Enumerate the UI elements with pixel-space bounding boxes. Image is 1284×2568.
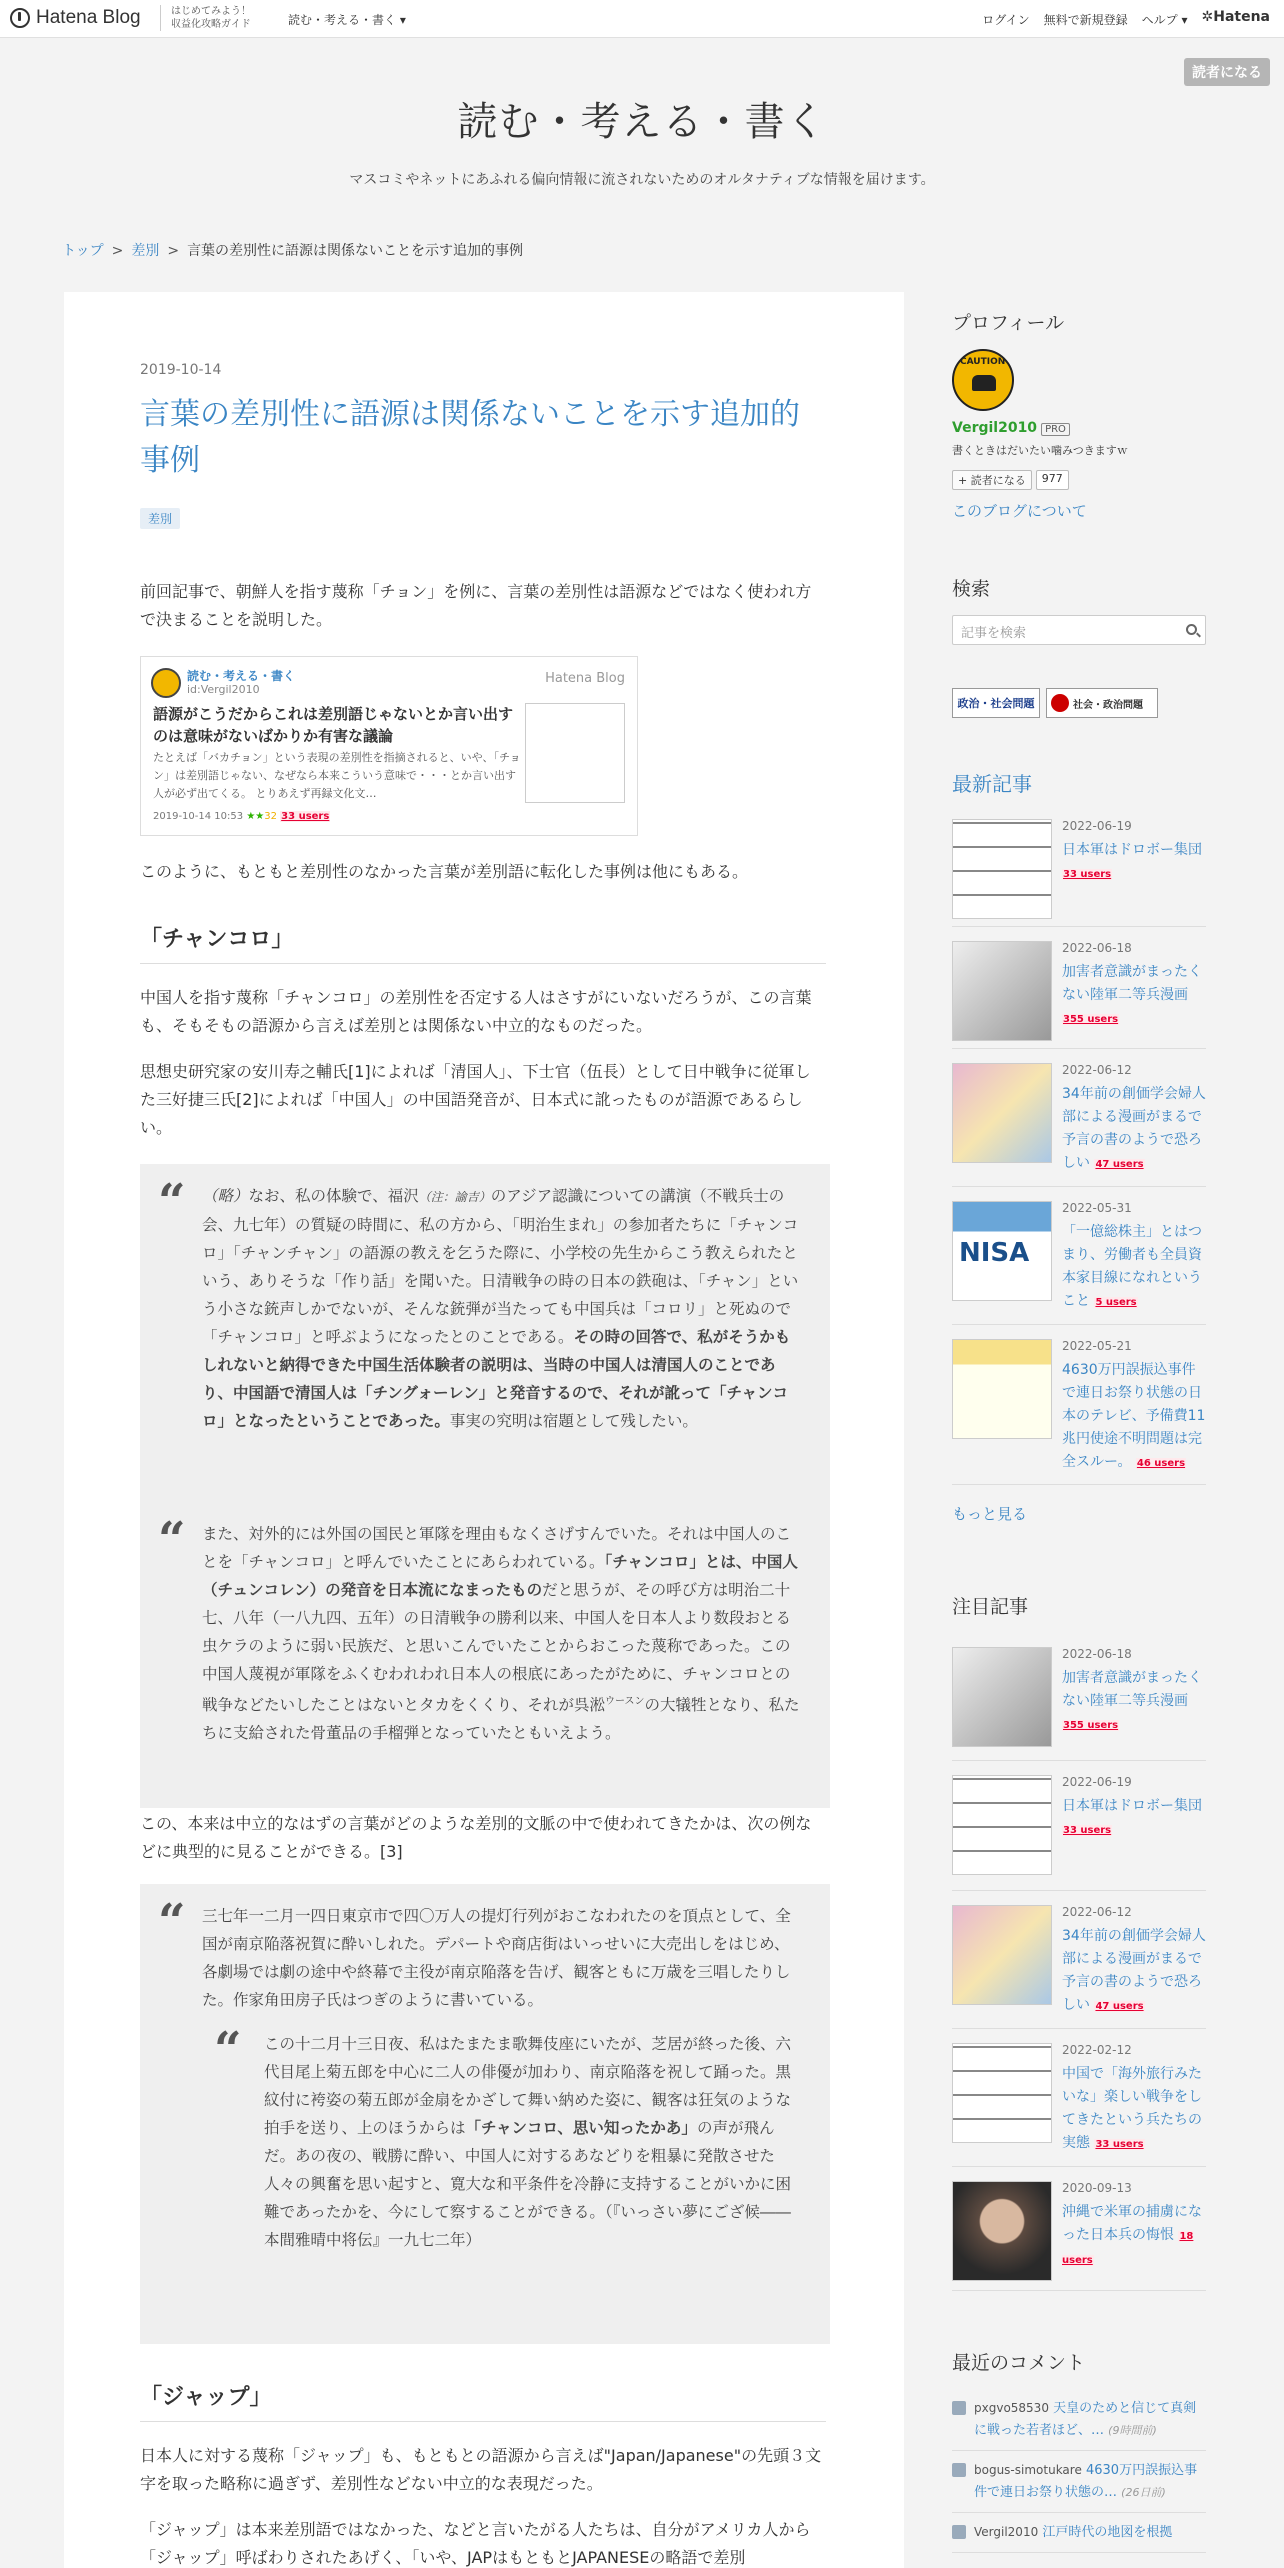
pro-badge: PRO xyxy=(1041,423,1070,436)
blog-title-area xyxy=(0,90,1284,189)
nested-blockquote xyxy=(202,2022,800,2254)
embed-thumbnail xyxy=(525,703,625,803)
blockquote-1 xyxy=(140,1164,830,1536)
help-menu[interactable]: ヘルプ ▾ xyxy=(1141,13,1188,27)
subscribe-small-button[interactable]: + 読者になる xyxy=(952,470,1032,490)
subscribe-widget[interactable] xyxy=(952,470,1069,490)
article-thumbnail[interactable] xyxy=(952,1905,1052,2005)
popular-articles-module xyxy=(952,1592,1206,2291)
signup-link[interactable]: 無料で新規登録 xyxy=(1043,13,1128,27)
embed-hatena-brand: Hatena Blog xyxy=(545,671,625,686)
entry-date[interactable]: 2019-10-14 xyxy=(140,362,222,378)
subscriber-count: 977 xyxy=(1036,470,1069,490)
popular-article[interactable]: 2022-06-18 加害者意識がまったくない陸軍二等兵漫画 355 users xyxy=(952,1633,1206,1761)
logo-text: Hatena Blog xyxy=(36,7,141,28)
latest-article[interactable]: 2022-06-19 日本軍はドロボー集団 33 users xyxy=(952,805,1206,927)
latest-article[interactable]: 2022-06-12 34年前の創価学会婦人部による漫画がまるで予言の書のようで恐ろしい 47 users xyxy=(952,1049,1206,1187)
embed-title[interactable]: 語源がこうだからこれは差別語じゃないとか言い出すのは意味がないばかりか有害な議論 xyxy=(153,705,514,745)
embed-user-id: id:Vergil2010 xyxy=(187,683,260,696)
popular-article[interactable]: 2022-06-19 日本軍はドロボー集団 33 users xyxy=(952,1761,1206,1891)
blockquote-2 xyxy=(140,1502,830,1808)
profile-description: 書くときはだいたい噛みつきますｗ xyxy=(952,444,1128,457)
star-count: 32 xyxy=(264,811,277,822)
guide-line2: 収益化攻略ガイド xyxy=(171,19,251,30)
recent-comments-module xyxy=(952,2348,1206,2553)
ranking-badge-politics[interactable]: 政治・社会問題 xyxy=(952,688,1040,718)
subscribe-button[interactable]: 読者になる xyxy=(1184,58,1270,86)
latest-articles-module xyxy=(952,768,1206,1524)
breadcrumb xyxy=(62,240,523,260)
more-link[interactable]: もっと見る xyxy=(952,1505,1028,1523)
comment-item: Vergil2010 江戸時代の地図を根拠 xyxy=(952,2513,1206,2553)
ranking-badges xyxy=(952,688,1206,718)
article-thumbnail[interactable] xyxy=(952,941,1052,1041)
bookmark-users[interactable]: 33 users xyxy=(281,811,330,822)
paragraph-7: 「ジャップ」は本来差別語ではなかった、などと言いたがる人たちは、自分がアメリカ人から「ジャップ」呼ばわりされたあげく、「いや、JAPはもともとJAPANESEの略語で差別 xyxy=(140,2520,811,2567)
latest-article[interactable]: 2022-06-18 加害者意識がまったくない陸軍二等兵漫画 355 users xyxy=(952,927,1206,1049)
paragraph-1: 前回記事で、朝鮮人を指す蔑称「チョン」を例に、言葉の差別性は語源などではなく使われ方で決まることを説明した。 xyxy=(140,582,812,629)
user-icon[interactable] xyxy=(952,2525,966,2539)
embed-date: 2019-10-14 10:53 xyxy=(153,811,244,822)
ranking-badge-society[interactable]: 社会・政治問題 xyxy=(1046,688,1158,718)
quote-3-text: 三七年一二月一四日東京市で四〇万人の提灯行列がおこなわれたのを頂点として、全国が南京陥落祝賀に酔いしれた。デパートや商店街はいっせいに大売出しをはじめ、各劇場では劇の途中や終幕で主役が南京陥落を告げ、観客ともに万歳を三唱したりした。作家角田房子氏はつぎのように書いている。 xyxy=(202,1907,791,2009)
popular-article[interactable]: 2022-06-12 34年前の創価学会婦人部による漫画がまるで予言の書のようで恐ろしい 47 users xyxy=(952,1891,1206,2029)
embed-blog-name[interactable]: 読む・考える・書く xyxy=(187,669,296,683)
comment-item: bogus-simotukare 4630万円誤振込事件で連日お祭り状態の… (26日前) xyxy=(952,2451,1206,2513)
hatena-blog-logo[interactable] xyxy=(10,7,141,29)
paragraph-5: この、本来は中立的なはずの言葉がどのような差別的文脈の中で使われてきたかは、次の例などに典型的に見ることができる。[3] xyxy=(140,1814,812,1861)
breadcrumb-category[interactable]: 差別 xyxy=(131,243,160,259)
category-tag[interactable]: 差別 xyxy=(140,508,180,529)
quote-mark-icon: “ xyxy=(158,1894,186,1950)
guide-link[interactable] xyxy=(160,5,251,31)
breadcrumb-sep: > xyxy=(167,243,180,259)
article-thumbnail[interactable] xyxy=(952,2181,1052,2281)
search-icon[interactable] xyxy=(1186,624,1197,635)
article-thumbnail[interactable] xyxy=(952,1063,1052,1163)
blog-menu-dropdown[interactable]: 読む・考える・書く ▾ xyxy=(288,13,406,27)
embedded-blog-card[interactable] xyxy=(140,656,638,836)
article-thumbnail[interactable]: NISA xyxy=(952,1201,1052,1301)
comment-item: pxgvo58530 天皇のためと信じて真剣に戦った若者ほど、… (9時間前) xyxy=(952,2389,1206,2451)
entry-main xyxy=(64,292,904,2568)
blog-title[interactable]: 読む・考える・書く xyxy=(457,99,827,145)
about-blog-link[interactable]: このブログについて xyxy=(952,502,1087,520)
global-header xyxy=(0,0,1284,38)
breadcrumb-sep: > xyxy=(111,243,124,259)
popular-article[interactable]: 2022-02-12 中国で「海外旅行みたいな」楽しい戦争をしてきたという兵たちの実態 33 users xyxy=(952,2029,1206,2167)
embed-meta xyxy=(153,811,330,822)
quote-mark-icon: “ xyxy=(158,1512,186,1568)
nested-quote-text: この十二月十三日夜、私はたまたま歌舞伎座にいたが、芝居が終った後、六代目尾上菊五郎を中心に二人の俳優が加わり、南京陥落を祝して踊った。黒紋付に袴姿の菊五郎が金扇をかざして舞い納めた姿に、観客は狂気のような拍手を送り、上のほうからは「チャンコロ、思い知ったかあ」の声が飛んだ。あの夜の、戦勝に酔い、中国人に対するあなどりを粗暴に発散させた人々の興奮を思い起すと、寛大な和平条件を冷静に支持することがいかに困難であったかを、今にして察することができる。（『いっさい夢にござ候――本間雅晴中将伝』一九七二年） xyxy=(264,2035,792,2249)
user-icon[interactable] xyxy=(952,2463,966,2477)
header-nav xyxy=(982,11,1270,28)
profile-name[interactable]: Vergil2010 xyxy=(952,420,1038,436)
search-input[interactable]: 記事を検索 xyxy=(952,615,1206,645)
login-link[interactable]: ログイン xyxy=(982,13,1030,27)
embed-description: たとえば「バカチョン」という表現の差別性を指摘されると、いや、「チョン」は差別語じゃない、なぜなら本来こういう意味で・・・とか言い出す人が必ず出てくる。 とりあえず再録文化文… xyxy=(153,751,521,800)
latest-article[interactable]: 2022-05-21 4630万円誤振込事件で連日お祭り状態の日本のテレビ、予備費11兆円使途不明問題は完全スルー。 46 users xyxy=(952,1325,1206,1485)
article-thumbnail[interactable] xyxy=(952,2043,1052,2143)
latest-title[interactable]: 最新記事 xyxy=(952,772,1032,796)
guide-line1: はじめてみよう！ xyxy=(171,6,251,17)
popular-article[interactable]: 2020-09-13 沖縄で米軍の捕虜になった日本兵の悔恨 18 users xyxy=(952,2167,1206,2291)
section-heading-jap: 「ジャップ」 xyxy=(140,2380,826,2422)
entry-title[interactable]: 言葉の差別性に語源は関係ないことを示す追加的事例 xyxy=(140,397,800,478)
hatena-logo-icon xyxy=(10,8,30,28)
paragraph-4: 思想史研究家の安川寿之輔氏[1]によれば「清国人」、下士官（伍長）として日中戦争に従軍した三好捷三氏[2]によれば「中国人」の中国語発音が、日本式に訛ったものが語源であるらしい。 xyxy=(140,1062,811,1137)
user-icon[interactable] xyxy=(952,2401,966,2415)
comments-title: 最近のコメント xyxy=(952,2352,1086,2374)
paragraph-6: 日本人に対する蔑称「ジャップ」も、もともとの語源から言えば"Japan/Japanese"の先頭３文字を取った略称に過ぎず、差別性などない中立的な表現だった。 xyxy=(140,2446,822,2493)
blog-description: マスコミやネットにあふれる偏向情報に流されないためのオルタナティブな情報を届けます。 xyxy=(349,172,935,188)
breadcrumb-current: 言葉の差別性に語源は関係ないことを示す追加的事例 xyxy=(187,243,524,259)
embed-avatar xyxy=(151,668,181,698)
article-thumbnail[interactable] xyxy=(952,1339,1052,1439)
quote-2-text: また、対外的には外国の国民と軍隊を理由もなくさげすんでいた。それは中国人のことを「チャンコロ」と呼んでいたことにあらわれている。「チャンコロ」とは、中国人（チュンコレン）の発音を日本流になまったものだと思うが、その呼び方は明治二十七、八年（一八九四、五年）の日清戦争の勝利以来、中国人を日本人より数段おとる虫ケラのように弱い民族だ、と思いこんでいたことからおこった蔑称であった。この中国人蔑視が軍隊をふくむわれわれ日本人の根底にあったがために、チャンコロとの戦争などたいしたことはないとタカをくくり、それが呉淞$^{ウースン}$の大犠牲となり、私たちに支給された骨董品の手榴弾となっていたともいえよう。 xyxy=(202,1525,800,1743)
star-icon: ★★ xyxy=(246,811,265,822)
popular-title: 注目記事 xyxy=(952,1596,1029,1618)
search-title: 検索 xyxy=(952,578,991,600)
breadcrumb-top[interactable]: トップ xyxy=(62,243,104,259)
paragraph-3: 中国人を指す蔑称「チャンコロ」の差別性を否定する人はさすがにいないだろうが、この言葉も、そもそもの語源から言えば差別とは関係ない中立的なものだった。 xyxy=(140,988,812,1035)
profile-module xyxy=(952,308,1206,521)
profile-title: プロフィール xyxy=(952,312,1065,334)
quote-mark-icon: “ xyxy=(214,2022,242,2078)
article-thumbnail[interactable] xyxy=(952,1775,1052,1875)
article-thumbnail[interactable] xyxy=(952,1647,1052,1747)
hatena-link[interactable]: ✲Hatena xyxy=(1201,9,1270,25)
paragraph-2: このように、もともと差別性のなかった言葉が差別語に転化した事例は他にもある。 xyxy=(140,862,749,881)
article-thumbnail[interactable] xyxy=(952,819,1052,919)
avatar[interactable]: CAUTION xyxy=(952,349,1014,411)
quote-1-text: （略）なお、私の体験で、福沢（注：諭吉）のアジア認識についての講演（不戦兵士の会、九七年）の質疑の時間に、私の方から、「明治生まれ」の参加者たちに「チャンコロ」「チャンチャン」の語源の教えを乞うた際に、小学校の先生からこう教えられたという、ありそうな「作り話」を聞いた。日清戦争の時の日本の鉄砲は、「チャン」という小さな銃声しかでないが、そんな銃弾が当たっても中国兵は「コロリ」と死ぬので「チャンコロ」と呼ぶようになったとのことである。その時の回答で、私がそうかもしれないと納得できた中国生活体験者の説明は、当時の中国人は清国人のことであり、中国語で清国人は「チングォーレン」と発音するので、それが訛って「チャンコロ」となったということであった。事実の究明は宿題として残したい。 xyxy=(202,1187,799,1430)
cat-icon xyxy=(972,375,996,391)
blockquote-3 xyxy=(140,1884,830,2344)
quote-mark-icon: “ xyxy=(158,1174,186,1230)
latest-article[interactable]: NISA 2022-05-31 「一億総株主」とはつまり、労働者も全員資本家目線になれということ 5 users xyxy=(952,1187,1206,1325)
section-heading-chankoro: 「チャンコロ」 xyxy=(140,922,826,964)
search-module xyxy=(952,574,1206,645)
ranking-logo-icon xyxy=(1051,694,1069,712)
